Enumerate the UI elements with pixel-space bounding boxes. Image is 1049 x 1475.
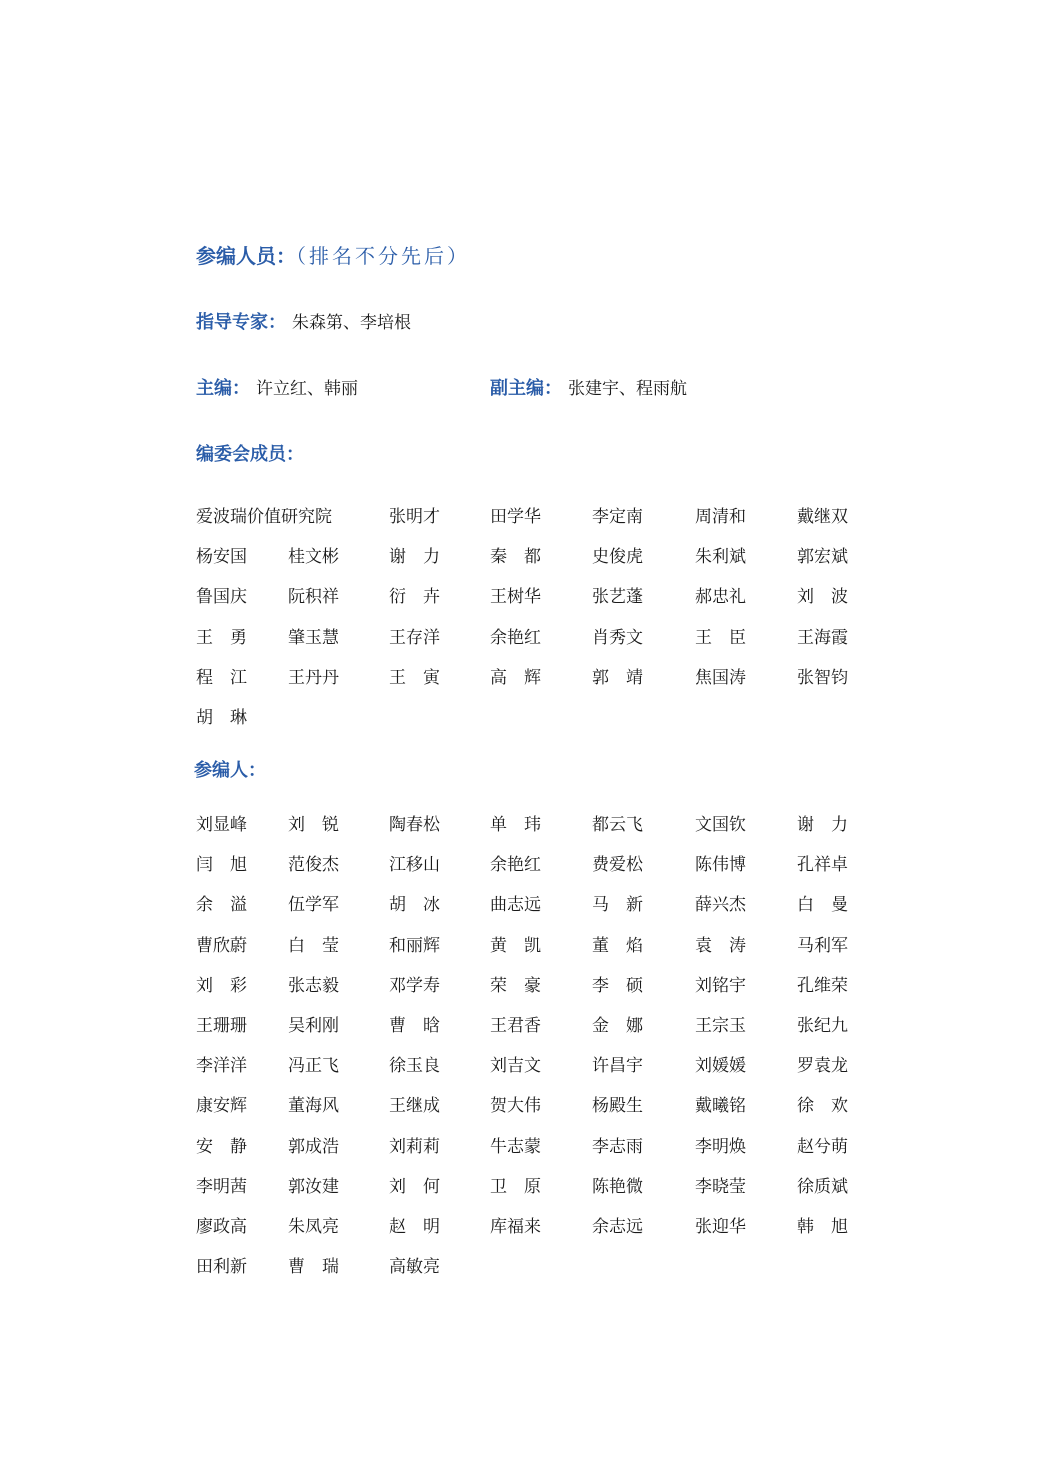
name-cell: 吴利刚 bbox=[288, 1015, 339, 1036]
name-cell: 贺大伟 bbox=[490, 1096, 541, 1117]
name-cell: 爱波瑞价值研究院 bbox=[196, 507, 332, 527]
chief-editor-label: 主编： bbox=[196, 378, 250, 399]
name-cell: 王宗玉 bbox=[695, 1015, 746, 1036]
name-cell: 伍学军 bbox=[288, 895, 339, 916]
name-cell: 黄 凯 bbox=[490, 935, 541, 956]
name-cell: 王君香 bbox=[490, 1015, 541, 1036]
name-cell: 安 静 bbox=[196, 1136, 247, 1157]
name-cell: 邓学寿 bbox=[389, 975, 440, 996]
name-cell: 郝忠礼 bbox=[695, 587, 746, 608]
name-cell: 薛兴杰 bbox=[695, 895, 746, 916]
name-cell: 金 娜 bbox=[592, 1015, 643, 1036]
name-cell: 刘媛媛 bbox=[695, 1056, 746, 1077]
name-cell: 刘 波 bbox=[797, 587, 848, 608]
name-cell: 江移山 bbox=[389, 855, 440, 876]
name-cell: 余艳红 bbox=[490, 627, 541, 648]
name-cell: 王继成 bbox=[389, 1096, 440, 1117]
name-cell: 刘显峰 bbox=[196, 815, 247, 835]
committee-label: 编委会成员： bbox=[196, 444, 304, 465]
name-cell: 王珊珊 bbox=[196, 1015, 247, 1036]
name-cell: 余艳红 bbox=[490, 855, 541, 876]
name-cell: 朱凤亮 bbox=[288, 1216, 339, 1237]
name-cell: 白 曼 bbox=[797, 895, 848, 916]
name-cell: 马利军 bbox=[797, 935, 848, 956]
name-cell: 郭成浩 bbox=[288, 1136, 339, 1157]
name-cell: 和丽辉 bbox=[389, 935, 440, 956]
name-cell: 谢 力 bbox=[797, 815, 848, 835]
name-cell: 高敏亮 bbox=[389, 1257, 440, 1278]
name-cell: 单 玮 bbox=[490, 815, 541, 835]
name-cell: 白 莹 bbox=[288, 935, 339, 956]
name-cell: 周清和 bbox=[695, 507, 746, 527]
name-cell: 焦国涛 bbox=[695, 667, 746, 688]
name-cell: 刘 锐 bbox=[288, 815, 339, 835]
chief-editor-line bbox=[196, 374, 358, 400]
name-cell: 王存洋 bbox=[389, 627, 440, 648]
name-cell: 衍 卉 bbox=[389, 587, 440, 608]
name-cell: 冯正飞 bbox=[288, 1056, 339, 1077]
name-cell: 张智钧 bbox=[797, 667, 848, 688]
name-cell: 戴曦铭 bbox=[695, 1096, 746, 1117]
name-cell: 胡 冰 bbox=[389, 895, 440, 916]
advisors-label: 指导专家： bbox=[196, 312, 286, 333]
name-cell: 许昌宇 bbox=[592, 1056, 643, 1077]
name-cell: 刘 彩 bbox=[196, 975, 247, 996]
name-cell: 王树华 bbox=[490, 587, 541, 608]
contributors-heading bbox=[194, 756, 266, 782]
name-cell: 余 溢 bbox=[196, 895, 247, 916]
name-cell: 孔祥卓 bbox=[797, 855, 848, 876]
name-cell: 曹 瑞 bbox=[288, 1257, 339, 1278]
name-cell: 李定南 bbox=[592, 507, 643, 527]
name-cell: 程 江 bbox=[196, 667, 247, 688]
name-cell: 朱利斌 bbox=[695, 547, 746, 568]
name-cell: 田学华 bbox=[490, 507, 541, 527]
name-cell: 郭汝建 bbox=[288, 1176, 339, 1197]
name-cell: 韩 旭 bbox=[797, 1216, 848, 1237]
name-cell: 李晓莹 bbox=[695, 1176, 746, 1197]
name-cell: 徐 欢 bbox=[797, 1096, 848, 1117]
name-cell: 张艺蓬 bbox=[592, 587, 643, 608]
name-cell: 史俊虎 bbox=[592, 547, 643, 568]
title-label: 参编人员： bbox=[196, 244, 296, 268]
name-cell: 徐玉良 bbox=[389, 1056, 440, 1077]
name-cell: 都云飞 bbox=[592, 815, 643, 835]
name-cell: 廖政高 bbox=[196, 1216, 247, 1237]
chief-editor-value: 许立红、韩丽 bbox=[256, 379, 358, 399]
name-cell: 张志毅 bbox=[288, 975, 339, 996]
name-cell: 郭 靖 bbox=[592, 667, 643, 688]
name-cell: 肖秀文 bbox=[592, 627, 643, 648]
name-cell: 牛志蒙 bbox=[490, 1136, 541, 1157]
name-cell: 郭宏斌 bbox=[797, 547, 848, 568]
name-cell: 李明焕 bbox=[695, 1136, 746, 1157]
name-cell: 阮积祥 bbox=[288, 587, 339, 608]
name-cell: 田利新 bbox=[196, 1257, 247, 1278]
name-cell: 马 新 bbox=[592, 895, 643, 916]
name-cell: 刘吉文 bbox=[490, 1056, 541, 1077]
deputy-editor-value: 张建宇、程雨航 bbox=[568, 379, 687, 399]
name-cell: 赵 明 bbox=[389, 1216, 440, 1237]
name-cell: 刘铭宇 bbox=[695, 975, 746, 996]
name-cell: 袁 涛 bbox=[695, 935, 746, 956]
name-cell: 范俊杰 bbox=[288, 855, 339, 876]
name-cell: 余志远 bbox=[592, 1216, 643, 1237]
name-cell: 鲁国庆 bbox=[196, 587, 247, 608]
name-cell: 王 臣 bbox=[695, 627, 746, 648]
name-cell: 荣 豪 bbox=[490, 975, 541, 996]
name-cell: 董海风 bbox=[288, 1096, 339, 1117]
name-cell: 刘 何 bbox=[389, 1176, 440, 1197]
deputy-editor-line bbox=[490, 374, 687, 400]
name-cell: 罗袁龙 bbox=[797, 1056, 848, 1077]
name-cell: 李志雨 bbox=[592, 1136, 643, 1157]
name-cell: 杨安国 bbox=[196, 547, 247, 568]
name-cell: 库福来 bbox=[490, 1216, 541, 1237]
name-cell: 曹 晗 bbox=[389, 1015, 440, 1036]
name-cell: 张迎华 bbox=[695, 1216, 746, 1237]
name-cell: 王海霞 bbox=[797, 627, 848, 648]
name-cell: 董 焰 bbox=[592, 935, 643, 956]
title-note: （排名不分先后） bbox=[296, 244, 470, 268]
name-cell: 王 寅 bbox=[389, 667, 440, 688]
name-cell: 胡 琳 bbox=[196, 707, 247, 728]
name-cell: 陶春松 bbox=[389, 815, 440, 835]
name-cell: 张纪九 bbox=[797, 1015, 848, 1036]
page-title bbox=[196, 240, 470, 269]
name-cell: 王丹丹 bbox=[288, 667, 339, 688]
name-cell: 张明才 bbox=[389, 507, 440, 527]
name-cell: 肇玉慧 bbox=[288, 627, 339, 648]
deputy-editor-label: 副主编： bbox=[490, 378, 562, 399]
name-cell: 闫 旭 bbox=[196, 855, 247, 876]
name-cell: 谢 力 bbox=[389, 547, 440, 568]
name-cell: 刘莉莉 bbox=[389, 1136, 440, 1157]
name-cell: 徐质斌 bbox=[797, 1176, 848, 1197]
name-cell: 陈伟博 bbox=[695, 855, 746, 876]
name-cell: 赵兮萌 bbox=[797, 1136, 848, 1157]
name-cell: 卫 原 bbox=[490, 1176, 541, 1197]
contributors-label: 参编人： bbox=[194, 760, 266, 781]
name-cell: 康安辉 bbox=[196, 1096, 247, 1117]
name-cell: 陈艳微 bbox=[592, 1176, 643, 1197]
name-cell: 李 硕 bbox=[592, 975, 643, 996]
name-cell: 王 勇 bbox=[196, 627, 247, 648]
advisors-value: 朱森第、李培根 bbox=[292, 313, 411, 333]
name-cell: 孔维荣 bbox=[797, 975, 848, 996]
name-cell: 曹欣蔚 bbox=[196, 935, 247, 956]
name-cell: 费爱松 bbox=[592, 855, 643, 876]
committee-heading bbox=[196, 440, 304, 466]
advisors-line bbox=[196, 308, 411, 334]
name-cell: 高 辉 bbox=[490, 667, 541, 688]
name-cell: 秦 都 bbox=[490, 547, 541, 568]
name-cell: 曲志远 bbox=[490, 895, 541, 916]
name-cell: 戴继双 bbox=[797, 507, 848, 527]
name-cell: 李明茜 bbox=[196, 1176, 247, 1197]
name-cell: 桂文彬 bbox=[288, 547, 339, 568]
name-cell: 文国钦 bbox=[695, 815, 746, 835]
name-cell: 杨殿生 bbox=[592, 1096, 643, 1117]
name-cell: 李洋洋 bbox=[196, 1056, 247, 1077]
